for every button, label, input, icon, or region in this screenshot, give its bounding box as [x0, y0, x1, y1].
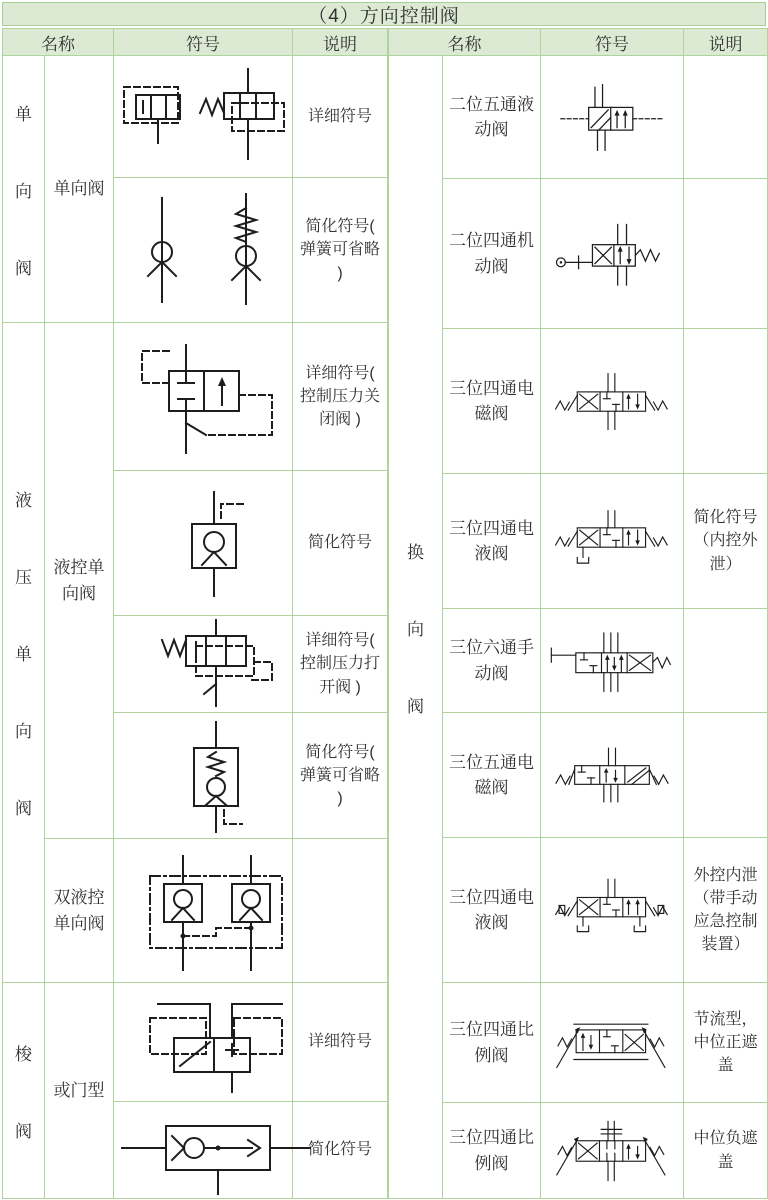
right-table	[388, 28, 768, 1199]
vertical-label-char: 换	[407, 542, 424, 562]
table-row	[389, 713, 768, 838]
subcategory-double-pilot-check-valve: 双液控单向阀	[45, 839, 114, 983]
symbol-cell	[114, 839, 293, 983]
table-row	[389, 474, 768, 609]
left-table	[2, 28, 388, 1199]
vertical-label-char: 梭	[15, 1044, 32, 1064]
symbol-description: 外控内泄（带手动应急控制装置）	[684, 838, 768, 983]
subcategory-pilot-check-valve: 液控单向阀	[45, 323, 114, 839]
left-header-symbol: 符号	[114, 29, 293, 56]
symbol-cell	[114, 713, 293, 839]
valve-3pos-4way-proportional-negative-symbol	[542, 1106, 682, 1196]
symbol-description: 节流型，中位正遮盖	[684, 983, 768, 1103]
shuttle-valve-detailed-symbol	[114, 988, 292, 1096]
right-header-symbol: 符号	[541, 29, 684, 56]
symbol-description	[684, 179, 768, 329]
symbol-cell	[114, 471, 293, 616]
table-title: （4）方向控制阀	[2, 2, 766, 26]
valve-name: 三位四通比例阀	[443, 983, 541, 1103]
valve-name: 三位四通电液阀	[443, 838, 541, 983]
left-header-desc: 说明	[293, 29, 388, 56]
category-shuttle-valve	[3, 983, 45, 1199]
right-header-name: 名称	[389, 29, 541, 56]
symbol-cell	[114, 1102, 293, 1199]
category-hydraulic-check-valve	[3, 323, 45, 983]
vertical-label-char: 阀	[15, 1121, 32, 1141]
vertical-label-char: 液	[15, 491, 32, 510]
check-valve-simplified-symbol	[114, 190, 292, 310]
vertical-label-char: 阀	[15, 799, 32, 818]
pilot-check-valve-open-detailed-symbol	[114, 618, 292, 710]
table-row	[389, 56, 768, 179]
valve-name: 三位六通手动阀	[443, 609, 541, 713]
symbol-description: 详细符号	[293, 56, 388, 178]
category-check-valve	[3, 56, 45, 323]
symbol-cell	[541, 56, 684, 179]
symbol-description: 详细符号( 控制压力打开阀 )	[293, 616, 388, 713]
symbol-description: 中位负遮盖	[684, 1103, 768, 1199]
pilot-check-valve-spring-simplified-symbol	[114, 716, 292, 836]
symbol-cell	[541, 609, 684, 713]
symbol-cell	[541, 838, 684, 983]
vertical-label-char: 向	[15, 722, 32, 741]
vertical-label-char: 阀	[407, 696, 424, 716]
table-row	[3, 323, 388, 471]
subcategory-or-gate-type: 或门型	[45, 983, 114, 1199]
valve-3pos-4way-solenoid-symbol	[542, 351, 682, 451]
category-directional-valve	[389, 56, 443, 1199]
valve-name: 二位五通液动阀	[443, 56, 541, 179]
shuttle-valve-simplified-symbol	[114, 1104, 314, 1196]
valve-name: 三位四通电液阀	[443, 474, 541, 609]
symbol-cell	[541, 983, 684, 1103]
valve-name: 二位四通机动阀	[443, 179, 541, 329]
valve-3pos-5way-solenoid-symbol	[542, 729, 682, 821]
double-pilot-check-valve-symbol	[114, 848, 314, 974]
vertical-label-char: 阀	[15, 258, 32, 278]
valve-2pos-5way-hydraulic-symbol	[542, 65, 682, 170]
right-header-desc: 说明	[684, 29, 768, 56]
vertical-label-char: 向	[407, 619, 424, 639]
symbol-cell	[541, 329, 684, 474]
symbol-cell	[541, 1103, 684, 1199]
tables-container	[2, 28, 766, 1199]
table-row	[389, 983, 768, 1103]
symbol-cell	[114, 56, 293, 178]
table-row	[3, 56, 388, 178]
left-header-name: 名称	[3, 29, 114, 56]
symbol-description: 简化符号( 弹簧可省略 )	[293, 713, 388, 839]
symbol-description: 简化符号	[293, 1102, 388, 1199]
vertical-label-char: 压	[15, 568, 32, 587]
vertical-label-char: 向	[15, 181, 32, 201]
left-header-row	[3, 29, 388, 56]
pilot-check-valve-close-detailed-symbol	[114, 335, 292, 459]
table-row	[389, 179, 768, 329]
symbol-cell	[114, 323, 293, 471]
symbol-description: 简化符号	[293, 471, 388, 616]
valve-3pos-4way-electrohydraulic-symbol	[542, 489, 682, 594]
symbol-cell	[541, 713, 684, 838]
symbol-description	[684, 329, 768, 474]
subcategory-check-valve: 单向阀	[45, 56, 114, 323]
symbol-description: 简化符号（内控外泄）	[684, 474, 768, 609]
symbol-description	[684, 609, 768, 713]
valve-3pos-6way-manual-symbol	[542, 613, 682, 709]
table-row	[3, 983, 388, 1102]
right-header-row	[389, 29, 768, 56]
symbol-cell	[114, 983, 293, 1102]
symbol-cell	[114, 178, 293, 323]
symbol-description	[684, 56, 768, 179]
table-row	[389, 329, 768, 474]
symbol-description: 简化符号( 弹簧可省略 )	[293, 178, 388, 323]
valve-name: 三位四通电磁阀	[443, 329, 541, 474]
symbol-cell	[541, 179, 684, 329]
valve-name: 三位五通电磁阀	[443, 713, 541, 838]
valve-3pos-4way-proportional-throttle-symbol	[542, 993, 682, 1093]
symbol-description: 详细符号	[293, 983, 388, 1102]
symbol-description	[684, 713, 768, 838]
table-row	[389, 609, 768, 713]
symbol-cell	[541, 474, 684, 609]
table-row	[389, 838, 768, 983]
pilot-check-valve-simplified-symbol	[114, 484, 292, 602]
valve-name: 三位四通比例阀	[443, 1103, 541, 1199]
symbol-cell	[114, 616, 293, 713]
vertical-label-char: 单	[15, 645, 32, 664]
symbol-description	[293, 839, 388, 983]
valve-3pos-4way-electrohydraulic-external-symbol	[542, 855, 682, 965]
vertical-label-char: 单	[15, 104, 32, 124]
symbol-description: 详细符号( 控制压力关闭阀 )	[293, 323, 388, 471]
check-valve-detailed-symbol	[114, 67, 292, 167]
table-row	[3, 839, 388, 983]
table-row	[389, 1103, 768, 1199]
valve-2pos-4way-mechanical-symbol	[542, 201, 682, 306]
